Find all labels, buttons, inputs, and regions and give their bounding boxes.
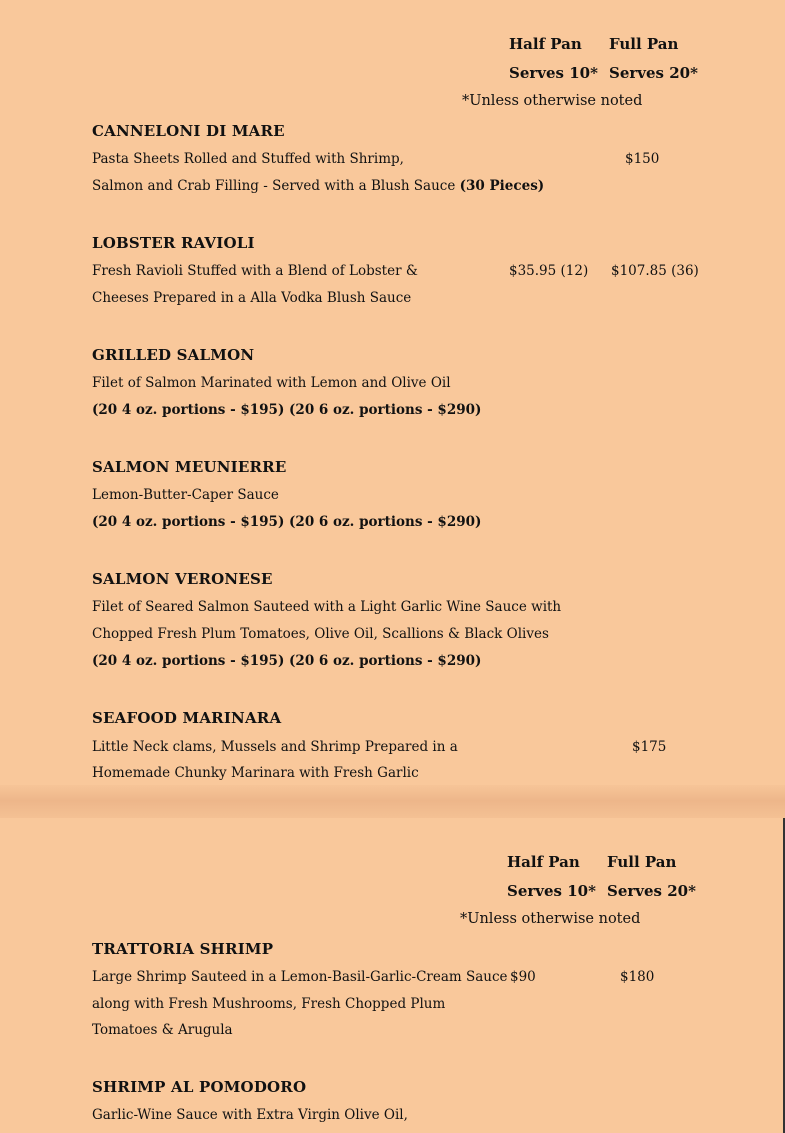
half-pan-header: Half Pan <box>507 853 580 871</box>
item-description: Lemon-Butter-Caper Sauce <box>92 487 279 503</box>
item-description: Little Neck clams, Mussels and Shrimp Prepared in a <box>92 739 458 755</box>
portion-pricing: (20 4 oz. portions - $195) (20 6 oz. portions - $290) <box>92 514 482 530</box>
half-pan-serves: Serves 10* <box>509 64 598 82</box>
portion-pricing: (20 4 oz. portions - $195) (20 6 oz. portions - $290) <box>92 653 482 669</box>
item-description: Tomatoes & Arugula <box>92 1022 233 1038</box>
full-pan-header: Full Pan <box>609 35 679 53</box>
item-title: SALMON VERONESE <box>92 570 273 588</box>
page-gap <box>0 785 785 820</box>
item-description: Chopped Fresh Plum Tomatoes, Olive Oil, Scallions & Black Olives <box>92 626 549 642</box>
full-pan-header: Full Pan <box>607 853 677 871</box>
item-description: Large Shrimp Sauteed in a Lemon-Basil-Garlic-Cream Sauce <box>92 969 508 985</box>
half-pan-price: $90 <box>510 969 536 985</box>
item-title: CANNELONI DI MARE <box>92 122 285 140</box>
half-pan-header: Half Pan <box>509 35 582 53</box>
piece-count: (30 Pieces) <box>459 178 545 194</box>
item-description: Filet of Salmon Marinated with Lemon and Olive Oil <box>92 375 451 391</box>
portion-pricing: (20 4 oz. portions - $195) (20 6 oz. portions - $290) <box>92 402 482 418</box>
half-pan-serves: Serves 10* <box>507 882 596 900</box>
full-pan-serves: Serves 20* <box>609 64 698 82</box>
item-description: Homemade Chunky Marinara with Fresh Garlic <box>92 765 419 781</box>
item-title: SALMON MEUNIERRE <box>92 458 287 476</box>
menu-page-2 <box>0 818 785 1133</box>
half-pan-price: $35.95 (12) <box>509 263 589 279</box>
full-pan-price: $107.85 (36) <box>611 263 699 279</box>
item-title: GRILLED SALMON <box>92 346 255 364</box>
item-description: Fresh Ravioli Stuffed with a Blend of Lobster & <box>92 263 418 279</box>
serving-note: *Unless otherwise noted <box>460 911 641 927</box>
full-pan-price: $175 <box>632 739 667 755</box>
item-description: Garlic-Wine Sauce with Extra Virgin Olive Oil, <box>92 1107 408 1123</box>
item-description: Cheeses Prepared in a Alla Vodka Blush Sauce <box>92 290 412 306</box>
serving-note: *Unless otherwise noted <box>462 93 643 109</box>
full-pan-serves: Serves 20* <box>607 882 696 900</box>
item-description: Salmon and Crab Filling - Served with a Blush Sauce (30 Pieces) <box>92 178 545 194</box>
item-description: along with Fresh Mushrooms, Fresh Chopped Plum <box>92 996 446 1012</box>
item-title: TRATTORIA SHRIMP <box>92 940 274 958</box>
full-pan-price: $150 <box>625 151 660 167</box>
item-description: Pasta Sheets Rolled and Stuffed with Shrimp, <box>92 151 404 167</box>
item-title: SHRIMP AL POMODORO <box>92 1078 307 1096</box>
full-pan-price: $180 <box>620 969 655 985</box>
item-title: SEAFOOD MARINARA <box>92 709 282 727</box>
item-description: Filet of Seared Salmon Sauteed with a Light Garlic Wine Sauce with <box>92 599 562 615</box>
item-title: LOBSTER RAVIOLI <box>92 234 255 252</box>
